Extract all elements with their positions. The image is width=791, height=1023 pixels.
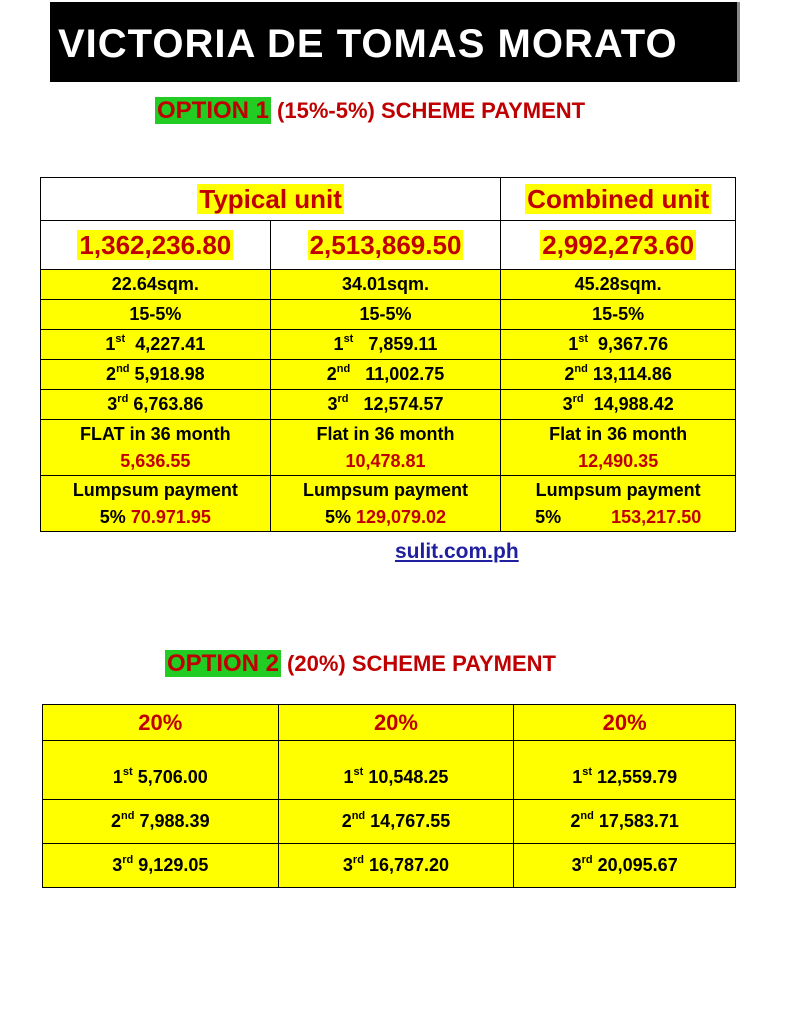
header-combined-unit: Combined unit [501, 178, 736, 221]
table-row [41, 221, 736, 270]
flat-payment-cell: Flat in 36 month 12,490.35 [501, 420, 736, 476]
table-row [41, 330, 736, 360]
lumpsum-cell: Lumpsum payment 5% 70.971.95 [41, 476, 271, 532]
option-2-heading [165, 650, 556, 678]
first-payment-cell: 1st 9,367.76 [501, 330, 736, 360]
second-payment-cell: 2nd 13,114.86 [501, 360, 736, 390]
page-title: VICTORIA DE TOMAS MORATO [58, 22, 678, 66]
flat-payment-cell: FLAT in 36 month 5,636.55 [41, 420, 271, 476]
table-row [41, 360, 736, 390]
third-payment-cell: 3rd 12,574.57 [270, 390, 501, 420]
flat-payment-cell: Flat in 36 month 10,478.81 [270, 420, 501, 476]
table-row [43, 844, 736, 888]
lumpsum-cell: Lumpsum payment 5% 153,217.50 [501, 476, 736, 532]
lumpsum-cell: Lumpsum payment 5% 129,079.02 [270, 476, 501, 532]
option-2-table [42, 704, 736, 888]
price-cell: 2,513,869.50 [270, 221, 501, 270]
table-row [43, 705, 736, 741]
option-2-desc: (20%) SCHEME PAYMENT [287, 651, 556, 676]
table-row [41, 300, 736, 330]
area-cell: 45.28sqm. [501, 270, 736, 300]
option-2-tag: OPTION 2 [167, 650, 280, 677]
option-1-heading [155, 97, 585, 125]
third-payment-cell: 3rd 16,787.20 [278, 844, 514, 888]
scheme-cell: 15-5% [41, 300, 271, 330]
second-payment-cell: 2nd 7,988.39 [43, 800, 279, 844]
table-row [43, 741, 736, 800]
second-payment-cell: 2nd 17,583.71 [514, 800, 736, 844]
percent-cell: 20% [43, 705, 279, 741]
second-payment-cell: 2nd 14,767.55 [278, 800, 514, 844]
area-cell: 22.64sqm. [41, 270, 271, 300]
table-row [41, 476, 736, 532]
second-payment-cell: 2nd 5,918.98 [41, 360, 271, 390]
third-payment-cell: 3rd 14,988.42 [501, 390, 736, 420]
table-row [41, 178, 736, 221]
header-typical-unit: Typical unit [41, 178, 501, 221]
scheme-cell: 15-5% [501, 300, 736, 330]
table-row [41, 420, 736, 476]
price-cell: 1,362,236.80 [41, 221, 271, 270]
title-banner [50, 2, 740, 82]
option-1-table [40, 177, 736, 532]
second-payment-cell: 2nd 11,002.75 [270, 360, 501, 390]
scheme-cell: 15-5% [270, 300, 501, 330]
first-payment-cell: 1st 7,859.11 [270, 330, 501, 360]
third-payment-cell: 3rd 9,129.05 [43, 844, 279, 888]
option-1-tag: OPTION 1 [157, 97, 270, 124]
table-row [41, 270, 736, 300]
percent-cell: 20% [514, 705, 736, 741]
area-cell: 34.01sqm. [270, 270, 501, 300]
first-payment-cell: 1st 10,548.25 [278, 741, 514, 800]
third-payment-cell: 3rd 20,095.67 [514, 844, 736, 888]
third-payment-cell: 3rd 6,763.86 [41, 390, 271, 420]
first-payment-cell: 1st 4,227.41 [41, 330, 271, 360]
first-payment-cell: 1st 12,559.79 [514, 741, 736, 800]
table-row [41, 390, 736, 420]
option-1-desc: (15%-5%) SCHEME PAYMENT [277, 98, 586, 123]
percent-cell: 20% [278, 705, 514, 741]
first-payment-cell: 1st 5,706.00 [43, 741, 279, 800]
table-row [43, 800, 736, 844]
price-cell: 2,992,273.60 [501, 221, 736, 270]
sulit-link[interactable]: sulit.com.ph [395, 540, 519, 563]
